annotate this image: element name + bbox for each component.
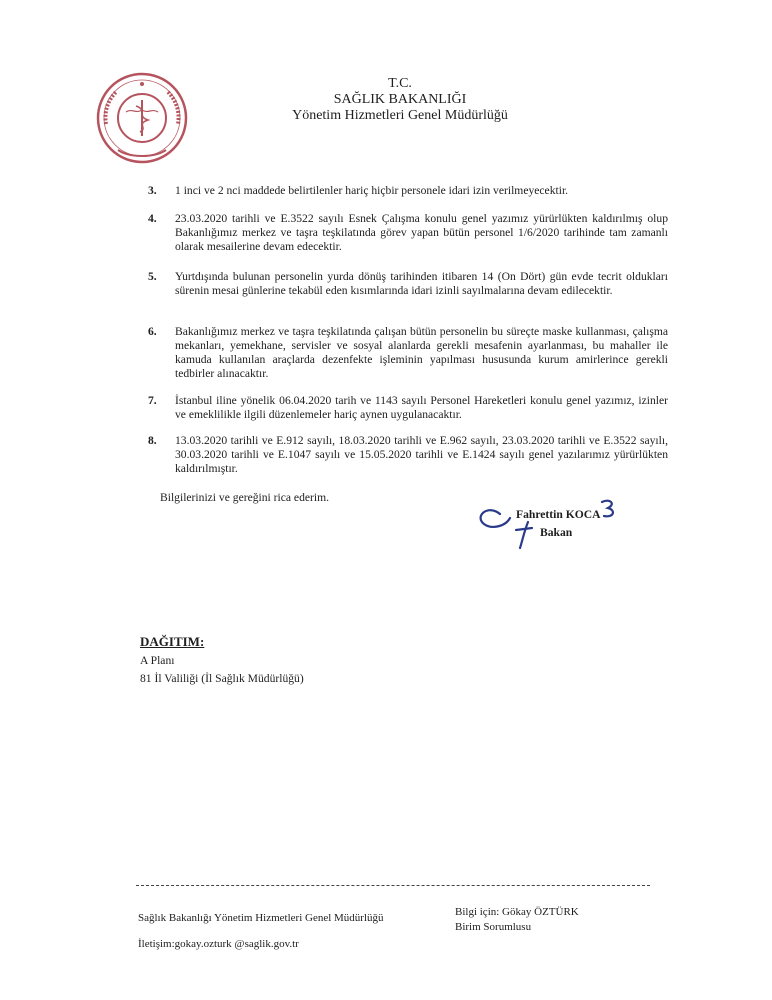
footer-info-role: Birim Sorumlusu (455, 921, 532, 933)
item-text: 23.03.2020 tarihli ve E.3522 sayılı Esnek Çalışma konulu genel yazımız yürürlükten kaldırılmış olup Bakanlığımız merkez ve taşra teşkilatında görev yapan bütün personel 1/6/2020 tarihinde tam zamanlı olarak mesailerine devam edecektir. (175, 212, 668, 253)
distribution-item: 81 İl Valiliği (İl Sağlık Müdürlüğü) (140, 672, 304, 685)
list-item (148, 270, 668, 298)
letterhead (250, 76, 550, 124)
item-number: 7. (148, 394, 157, 407)
item-text: Bakanlığımız merkez ve taşra teşkilatında çalışan bütün personelin bu süreçte maske kullanması, çalışma mekanları, yemekhane, servisler ve sosyal alanlarda gerekli mesafenin ayarlanması, bu mahaller ile kamuda kullanılan araçlarda dezenfekte işleminin yapılması hususunda kurum amirlerince gerekli tedbirler alınacaktır. (175, 325, 668, 380)
item-number: 6. (148, 325, 157, 338)
footer-divider (136, 885, 650, 886)
item-text: İstanbul iline yönelik 06.04.2020 tarih ve 1143 sayılı Personel Hareketleri konulu genel yazımız, izinler ve emeklilikle ilgili düzenlemeler hariç aynen uygulanacaktır. (175, 394, 668, 421)
list-item (148, 212, 668, 254)
item-text: Yurtdışında bulunan personelin yurda dönüş tarihinden itibaren 14 (On Dört) gün evde tecrit oldukları sürenin mesai günlerine tekabül eden kısımlarında idari izinli sayılmalarına devam edilecektir. (175, 270, 668, 297)
list-item (148, 184, 668, 198)
item-text: 1 inci ve 2 nci maddede belirtilenler hariç hiçbir personele idari izin verilmeyecektir. (175, 184, 569, 197)
list-item (148, 325, 668, 381)
footer-info-contact: Bilgi için: Gökay ÖZTÜRK (455, 906, 579, 918)
footer-organization: Sağlık Bakanlığı Yönetim Hizmetleri Genel Müdürlüğü (138, 912, 384, 924)
header-department: Yönetim Hizmetleri Genel Müdürlüğü (292, 108, 508, 123)
item-number: 5. (148, 270, 157, 283)
ministry-of-health-seal-icon (96, 72, 188, 164)
closing-sentence: Bilgilerinizi ve gereğini rica ederim. (160, 491, 330, 504)
header-ministry: SAĞLIK BAKANLIĞI (333, 92, 467, 107)
item-number: 4. (148, 212, 157, 225)
header-tc: T.C. (388, 76, 412, 91)
list-item (148, 434, 668, 476)
footer-contact: İletişim:gokay.ozturk @saglik.gov.tr (138, 938, 299, 950)
distribution-title: DAĞITIM: (140, 634, 205, 649)
distribution-list (140, 652, 304, 688)
footer-org-block (138, 905, 384, 957)
item-number: 3. (148, 184, 157, 197)
list-item (148, 394, 668, 422)
footer-info-block (455, 905, 579, 935)
item-number: 8. (148, 434, 157, 447)
distribution-item: A Planı (140, 654, 175, 667)
item-text: 13.03.2020 tarihli ve E.912 sayılı, 18.03.2020 tarihli ve E.962 sayılı, 23.03.2020 tarihli ve E.3522 sayılı, 30.03.2020 tarihli ve E.1047 sayılı ve 15.05.2020 tarihli ve E.1424 sayılı genel yazılarımız yürürlükten kaldırılmıştır. (175, 434, 668, 475)
signatory-name: Fahrettin KOCA (516, 508, 601, 521)
signatory-title: Bakan (540, 526, 573, 539)
